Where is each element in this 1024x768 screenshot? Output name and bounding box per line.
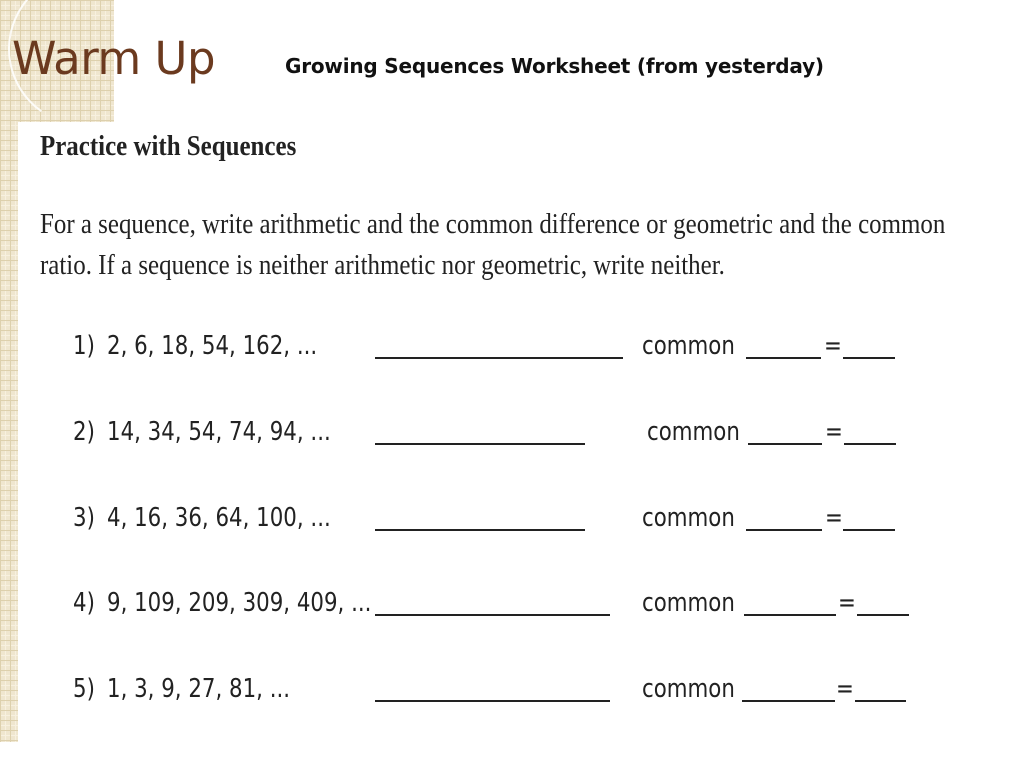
worksheet-caption: Growing Sequences Worksheet (from yesterday) [285,54,824,78]
common-label: common [642,588,735,618]
problem-number: 4) [73,588,95,618]
common-value-blank[interactable] [855,671,906,702]
problem-1 [18,328,1022,368]
type-answer-blank[interactable] [375,585,610,616]
common-label: common [642,331,735,361]
common-type-blank[interactable] [746,500,822,531]
worksheet-heading: Practice with Sequences [40,130,297,162]
problem-sequence: 2, 6, 18, 54, 162, ... [107,331,318,361]
equals-sign: = [824,331,842,361]
type-answer-blank[interactable] [375,671,610,702]
common-type-blank[interactable] [746,328,821,359]
common-value-blank[interactable] [844,414,896,445]
problem-sequence: 14, 34, 54, 74, 94, ... [107,417,331,447]
type-answer-blank[interactable] [375,328,623,359]
problem-number: 3) [73,503,95,533]
problem-list [18,122,1022,768]
problem-sequence: 9, 109, 209, 309, 409, ... [107,588,372,618]
problem-sequence: 1, 3, 9, 27, 81, ... [107,674,291,704]
type-answer-blank[interactable] [375,414,585,445]
common-type-blank[interactable] [742,671,835,702]
common-label: common [647,417,740,447]
problem-number: 1) [73,331,95,361]
problem-number: 5) [73,674,95,704]
common-type-blank[interactable] [744,585,836,616]
problem-5 [18,671,1022,711]
equals-sign: = [836,674,854,704]
problem-number: 2) [73,417,95,447]
worksheet-image [18,122,1022,768]
common-value-blank[interactable] [843,500,895,531]
common-label: common [642,503,735,533]
problem-3 [18,500,1022,540]
common-label: common [642,674,735,704]
problem-2 [18,414,1022,454]
common-value-blank[interactable] [857,585,909,616]
type-answer-blank[interactable] [375,500,585,531]
equals-sign: = [825,417,843,447]
slide-title: Warm Up [12,32,216,85]
problem-4 [18,585,1022,625]
worksheet-instructions: For a sequence, write arithmetic and the common difference or geometric and the common ratio. If a sequence is neither arithmetic nor geometric, write neither. [40,208,946,281]
common-type-blank[interactable] [748,414,822,445]
common-value-blank[interactable] [843,328,895,359]
equals-sign: = [838,588,856,618]
problem-sequence: 4, 16, 36, 64, 100, ... [107,503,331,533]
equals-sign: = [825,503,843,533]
